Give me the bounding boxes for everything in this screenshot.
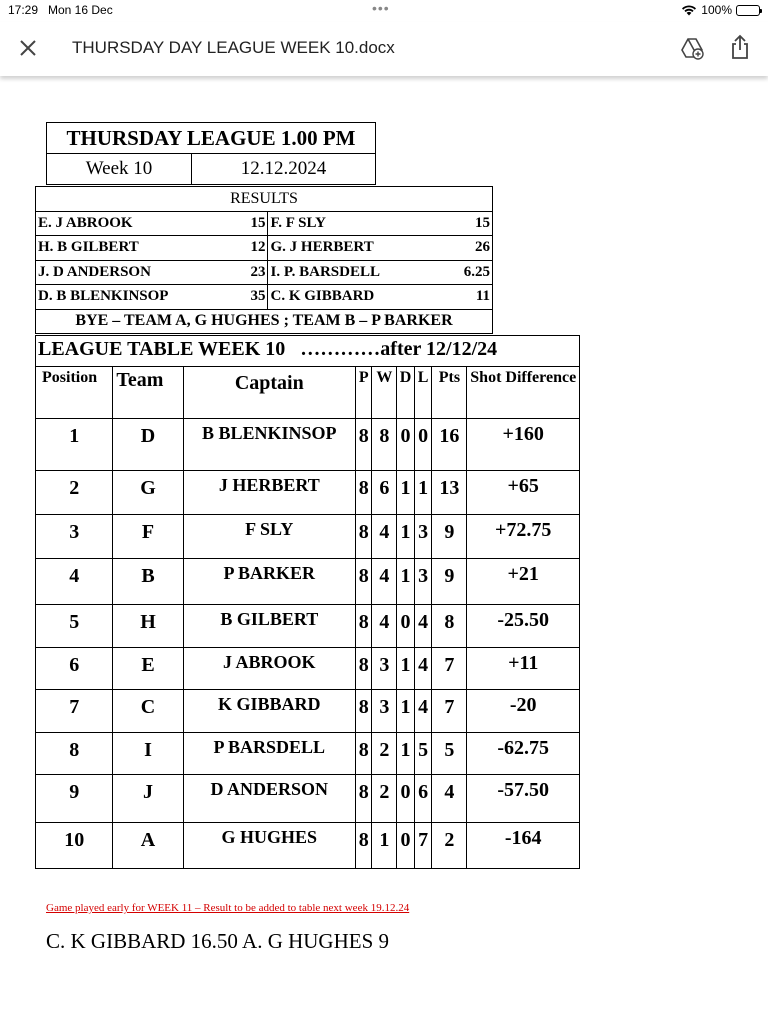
col-played: P [355, 367, 372, 419]
result-left-score: 12 [215, 236, 268, 261]
battery-percent: 100% [701, 3, 732, 17]
row-lost: 7 [414, 823, 432, 869]
row-position: 2 [36, 471, 113, 515]
row-drawn: 1 [397, 648, 415, 690]
league-table-row [36, 648, 580, 690]
league-table-row [36, 419, 580, 471]
early-game-result: C. K GIBBARD 16.50 A. G HUGHES 9 [46, 929, 390, 953]
row-captain: P BARKER [183, 559, 355, 605]
row-team: D [113, 419, 183, 471]
row-team: I [113, 733, 183, 775]
col-captain: Captain [183, 367, 355, 419]
row-won: 4 [372, 559, 397, 605]
row-won: 4 [372, 515, 397, 559]
row-won: 8 [372, 419, 397, 471]
col-points: Pts [432, 367, 467, 419]
result-right-team: C. K GIBBARD [268, 285, 438, 310]
row-points: 4 [432, 775, 467, 823]
row-lost: 4 [414, 648, 432, 690]
row-drawn: 1 [397, 559, 415, 605]
row-lost: 3 [414, 515, 432, 559]
row-shot-difference: +160 [467, 419, 580, 471]
early-game-note: Game played early for WEEK 11 – Result to be added to table next week 19.12.24 [46, 902, 410, 914]
row-team: J [113, 775, 183, 823]
result-right-score: 6.25 [438, 260, 493, 285]
row-lost: 4 [414, 605, 432, 648]
row-won: 4 [372, 605, 397, 648]
result-row [36, 236, 493, 261]
row-position: 10 [36, 823, 113, 869]
result-right-team: I. P. BARSDELL [268, 260, 438, 285]
row-lost: 0 [414, 419, 432, 471]
app-bar [0, 22, 768, 76]
league-table-row [36, 690, 580, 733]
row-team: H [113, 605, 183, 648]
row-captain: F SLY [183, 515, 355, 559]
status-time: 17:29 [8, 3, 39, 17]
week-label: Week 10 [47, 154, 192, 185]
document-title: THURSDAY DAY LEAGUE WEEK 10.docx [72, 38, 395, 57]
row-captain: B BLENKINSOP [183, 419, 355, 471]
row-team: G [113, 471, 183, 515]
results-heading: RESULTS [36, 187, 493, 212]
row-position: 9 [36, 775, 113, 823]
row-shot-difference: -57.50 [467, 775, 580, 823]
row-captain: K GIBBARD [183, 690, 355, 733]
row-position: 8 [36, 733, 113, 775]
league-table-title [36, 336, 580, 367]
row-drawn: 1 [397, 515, 415, 559]
result-left-score: 15 [215, 211, 268, 236]
row-played: 8 [355, 605, 372, 648]
league-table-header-row [36, 367, 580, 419]
result-left-team: D. B BLENKINSOP [36, 285, 216, 310]
row-points: 9 [432, 559, 467, 605]
row-drawn: 1 [397, 733, 415, 775]
result-right-score: 11 [438, 285, 493, 310]
row-played: 8 [355, 559, 372, 605]
league-table-row [36, 515, 580, 559]
row-won: 2 [372, 775, 397, 823]
row-position: 3 [36, 515, 113, 559]
result-right-team: G. J HERBERT [268, 236, 438, 261]
row-points: 7 [432, 690, 467, 733]
col-won: W [372, 367, 397, 419]
row-captain: J ABROOK [183, 648, 355, 690]
row-played: 8 [355, 823, 372, 869]
col-shot-difference: Shot Difference [467, 367, 580, 419]
row-captain: D ANDERSON [183, 775, 355, 823]
col-lost: L [414, 367, 432, 419]
row-position: 6 [36, 648, 113, 690]
row-drawn: 0 [397, 605, 415, 648]
row-shot-difference: -25.50 [467, 605, 580, 648]
row-shot-difference: -62.75 [467, 733, 580, 775]
result-row [36, 211, 493, 236]
multitasking-dots[interactable]: ••• [372, 0, 390, 16]
status-date: Mon 16 Dec [48, 3, 113, 17]
row-position: 7 [36, 690, 113, 733]
row-team: F [113, 515, 183, 559]
league-table-row [36, 605, 580, 648]
row-played: 8 [355, 775, 372, 823]
row-points: 2 [432, 823, 467, 869]
league-table-row [36, 733, 580, 775]
row-played: 8 [355, 471, 372, 515]
result-left-team: E. J ABROOK [36, 211, 216, 236]
row-drawn: 0 [397, 823, 415, 869]
add-to-drive-icon[interactable] [680, 36, 704, 60]
result-right-score: 15 [438, 211, 493, 236]
row-lost: 6 [414, 775, 432, 823]
league-table [35, 335, 580, 869]
league-table-row [36, 471, 580, 515]
row-drawn: 0 [397, 419, 415, 471]
bye-note: BYE – TEAM A, G HUGHES ; TEAM B – P BARKER [36, 309, 493, 334]
row-captain: J HERBERT [183, 471, 355, 515]
row-played: 8 [355, 515, 372, 559]
row-lost: 5 [414, 733, 432, 775]
col-position: Position [36, 367, 113, 419]
result-left-score: 23 [215, 260, 268, 285]
row-position: 5 [36, 605, 113, 648]
row-lost: 3 [414, 559, 432, 605]
week-date: 12.12.2024 [192, 154, 376, 185]
row-lost: 4 [414, 690, 432, 733]
row-shot-difference: -164 [467, 823, 580, 869]
row-points: 5 [432, 733, 467, 775]
results-table [35, 186, 493, 334]
close-icon[interactable] [16, 36, 40, 60]
row-shot-difference: +72.75 [467, 515, 580, 559]
row-played: 8 [355, 733, 372, 775]
league-table-heading: LEAGUE TABLE WEEK 10 [38, 338, 286, 360]
row-points: 9 [432, 515, 467, 559]
row-team: C [113, 690, 183, 733]
result-right-team: F. F SLY [268, 211, 438, 236]
result-left-team: H. B GILBERT [36, 236, 216, 261]
league-table-subtitle: …………after 12/12/24 [300, 338, 498, 360]
league-table-row [36, 823, 580, 869]
row-points: 13 [432, 471, 467, 515]
row-shot-difference: -20 [467, 690, 580, 733]
row-played: 8 [355, 419, 372, 471]
col-drawn: D [397, 367, 415, 419]
row-drawn: 1 [397, 471, 415, 515]
league-header-table [46, 122, 376, 185]
row-position: 4 [36, 559, 113, 605]
row-shot-difference: +11 [467, 648, 580, 690]
result-row [36, 260, 493, 285]
league-table-row [36, 775, 580, 823]
row-drawn: 1 [397, 690, 415, 733]
row-won: 3 [372, 648, 397, 690]
row-team: B [113, 559, 183, 605]
row-played: 8 [355, 690, 372, 733]
row-shot-difference: +21 [467, 559, 580, 605]
row-lost: 1 [414, 471, 432, 515]
row-position: 1 [36, 419, 113, 471]
league-table-row [36, 559, 580, 605]
row-captain: P BARSDELL [183, 733, 355, 775]
row-won: 2 [372, 733, 397, 775]
row-won: 1 [372, 823, 397, 869]
row-points: 8 [432, 605, 467, 648]
row-captain: G HUGHES [183, 823, 355, 869]
result-right-score: 26 [438, 236, 493, 261]
row-team: A [113, 823, 183, 869]
row-drawn: 0 [397, 775, 415, 823]
row-won: 3 [372, 690, 397, 733]
league-title: THURSDAY LEAGUE 1.00 PM [47, 123, 376, 154]
wifi-icon [681, 4, 697, 16]
col-team: Team [113, 367, 183, 419]
row-won: 6 [372, 471, 397, 515]
row-captain: B GILBERT [183, 605, 355, 648]
battery-icon [736, 5, 760, 16]
result-left-score: 35 [215, 285, 268, 310]
row-points: 16 [432, 419, 467, 471]
row-played: 8 [355, 648, 372, 690]
share-icon[interactable] [728, 34, 752, 60]
row-points: 7 [432, 648, 467, 690]
result-left-team: J. D ANDERSON [36, 260, 216, 285]
status-right [681, 3, 760, 17]
status-bar [0, 0, 768, 22]
row-team: E [113, 648, 183, 690]
row-shot-difference: +65 [467, 471, 580, 515]
result-row [36, 285, 493, 310]
